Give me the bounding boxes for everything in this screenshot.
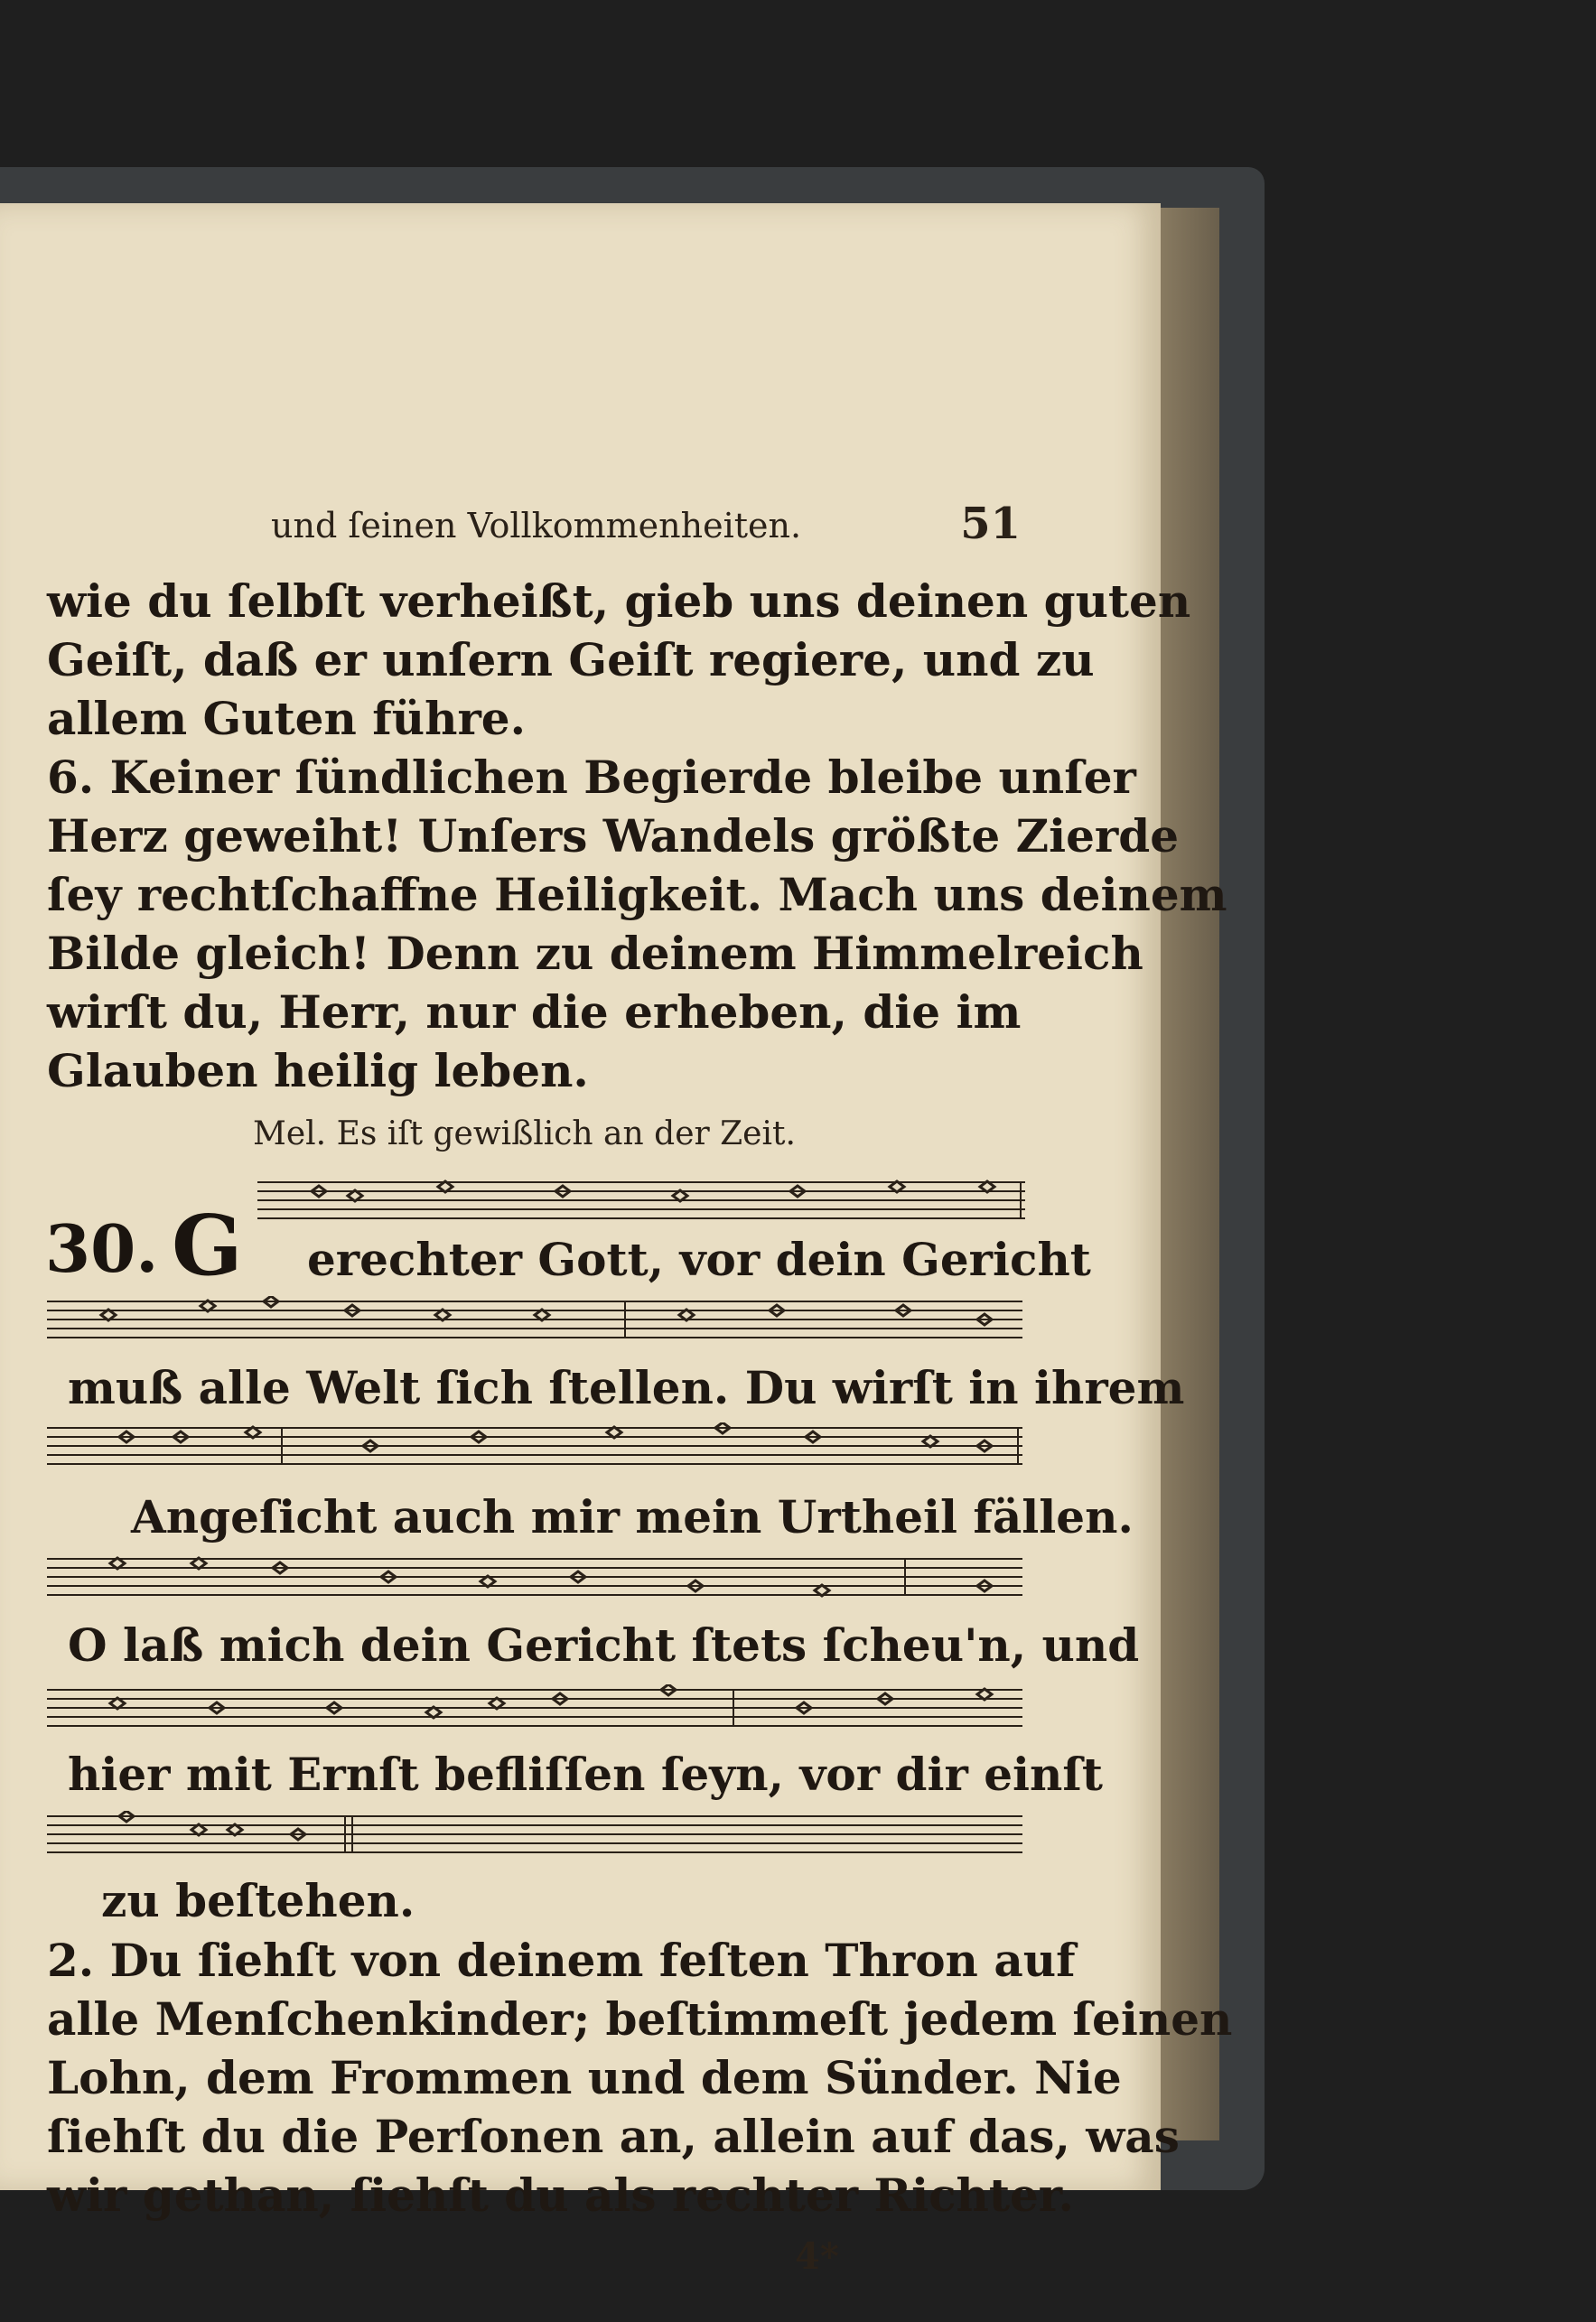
text-line: Lohn, dem Frommen und dem Sünder. Nie	[47, 2051, 1122, 2104]
music-staff	[47, 1811, 1022, 1860]
book-page	[0, 203, 1233, 2278]
lyric-line: Angeſicht auch mir mein Urtheil fällen.	[131, 1490, 1134, 1543]
text-line: wir gethan, ſiehſt du als rechter Richter.	[47, 2168, 1074, 2222]
music-staff	[47, 1296, 1022, 1345]
music-staff	[47, 1422, 1022, 1471]
music-staff	[47, 1684, 1022, 1733]
text-line: allem Guten führe.	[47, 692, 527, 745]
music-staff	[47, 1553, 1022, 1602]
hymn-number: 30.	[45, 1210, 159, 1287]
melody-reference: Mel. Es iſt gewißlich an der Zeit.	[253, 1115, 796, 1152]
lyric-line: erechter Gott, vor dein Gericht	[307, 1233, 1091, 1286]
text-line: wie du ſelbſt verheißt, gieb uns deinen guten	[47, 574, 1191, 628]
running-head	[271, 499, 1021, 560]
text-line: alle Menſchenkinder; beſtimmeſt jedem ſeinen	[47, 1992, 1233, 2046]
text-line: ſey rechtſchaffne Heiligkeit. Mach uns deinem	[47, 868, 1227, 921]
lyric-line: O laß mich dein Gericht ſtets ſcheu'n, und	[68, 1618, 1140, 1672]
text-line: 6. Keiner ſündlichen Begierde bleibe unſer	[47, 751, 1136, 804]
text-line: Glauben heilig leben.	[47, 1044, 589, 1097]
lyric-line: hier mit Ernſt befliſſen ſeyn, vor dir einſt	[68, 1748, 1103, 1801]
page-number: 51	[960, 499, 1021, 549]
drop-cap: G	[172, 1197, 243, 1294]
text-line: Bilde gleich! Denn zu deinem Himmelreich	[47, 927, 1143, 980]
running-head-title: und ſeinen Vollkommenheiten.	[271, 506, 802, 546]
lyric-line: muß alle Welt ſich ſtellen. Du wirſt in ihrem	[68, 1361, 1185, 1414]
text-line: ſiehſt du die Perſonen an, allein auf das, was	[47, 2110, 1180, 2163]
signature-mark: 4*	[795, 2235, 839, 2278]
text-line: wirſt du, Herr, nur die erheben, die im	[47, 985, 1022, 1039]
text-line: Herz geweiht! Unſers Wandels größte Zierde	[47, 809, 1180, 863]
text-line: 2. Du ſiehſt von deinem feſten Thron auf	[47, 1934, 1076, 1987]
lyric-line: zu beſtehen.	[101, 1874, 415, 1927]
text-line: Geiſt, daß er unſern Geiſt regiere, und zu	[47, 633, 1095, 686]
music-staff	[257, 1177, 1025, 1226]
